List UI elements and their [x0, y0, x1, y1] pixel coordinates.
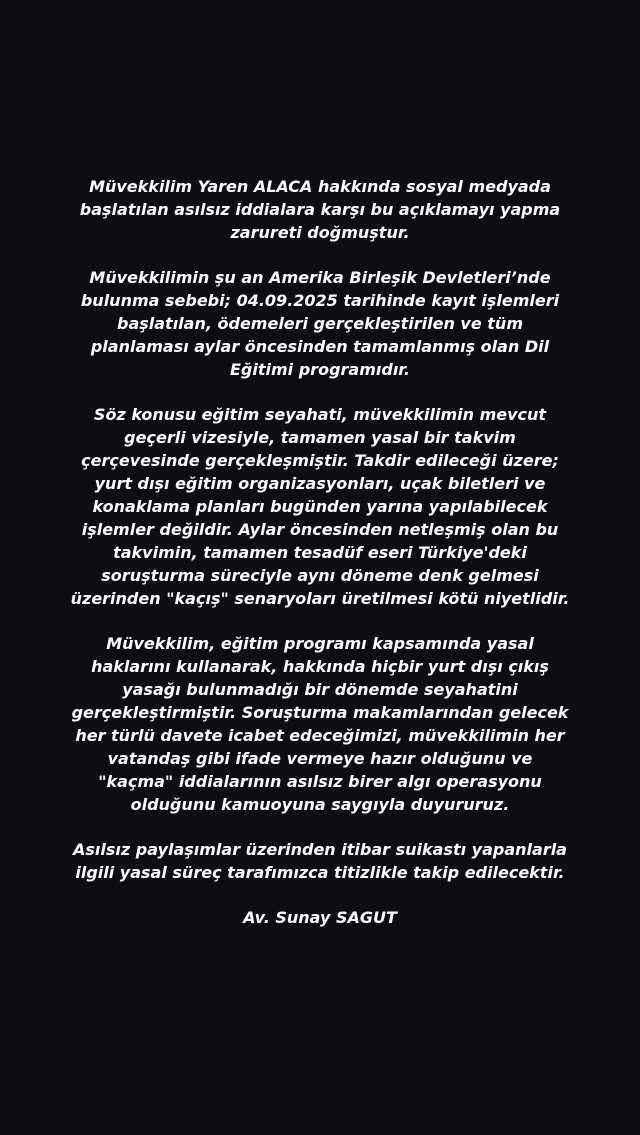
statement-line: ilgili yasal süreç tarafımızca titizlikle takip edilecektir.	[75, 863, 565, 882]
statement-line: yasağı bulunmadığı bir dönemde seyahatini	[122, 680, 518, 699]
statement-line: Müvekkilim, eğitim programı kapsamında yasal	[106, 634, 534, 653]
statement-line: olduğunu kamuoyuna saygıyla duyururuz.	[130, 795, 510, 814]
statement-line: vatandaş gibi ifade vermeye hazır olduğunu ve	[107, 749, 533, 768]
statement-line: soruşturma süreciyle aynı döneme denk gelmesi	[101, 566, 539, 585]
statement-line: yurt dışı eğitim organizasyonları, uçak biletleri ve	[94, 474, 546, 493]
statement-line: çerçevesinde gerçekleşmiştir. Takdir edileceği üzere;	[81, 451, 559, 470]
statement-line: bulunma sebebi; 04.09.2025 tarihinde kayıt işlemleri	[80, 291, 560, 310]
statement-paragraph-legal	[30, 838, 610, 884]
statement-line: Müvekkilimin şu an Amerika Birleşik Devletleri’nde	[89, 268, 551, 287]
statement-line: zarureti doğmuştur.	[230, 223, 410, 242]
statement-line: konaklama planları bugünden yarına yapılabilecek	[92, 497, 548, 516]
statement-paragraph-intro	[30, 175, 610, 244]
statement-line: gerçekleştirmiştir. Soruşturma makamlarından gelecek	[71, 703, 569, 722]
statement-line: "kaçma" iddialarının asılsız birer algı operasyonu	[98, 772, 542, 791]
statement-line: başlatılan, ödemeleri gerçekleştirilen ve tüm	[116, 314, 523, 333]
statement-line: haklarını kullanarak, hakkında hiçbir yurt dışı çıkış	[91, 657, 549, 676]
statement-line: geçerli vizesiyle, tamamen yasal bir takvim	[124, 428, 516, 447]
statement-line: Asılsız paylaşımlar üzerinden itibar suikastı yapanlarla	[73, 840, 567, 859]
statement-line: işlemler değildir. Aylar öncesinden netleşmiş olan bu	[81, 520, 559, 539]
statement-line: başlatılan asılsız iddialara karşı bu açıklamayı yapma	[79, 200, 561, 219]
statement-line: planlaması aylar öncesinden tamamlanmış olan Dil	[90, 337, 550, 356]
press-statement	[30, 175, 610, 929]
statement-line: Müvekkilim Yaren ALACA hakkında sosyal medyada	[89, 177, 551, 196]
signature	[30, 906, 610, 929]
statement-line: üzerinden "kaçış" senaryoları üretilmesi kötü niyetlidir.	[70, 589, 570, 608]
statement-line: Söz konusu eğitim seyahati, müvekkilimin mevcut	[93, 405, 547, 424]
statement-line: takvimin, tamamen tesadüf eseri Türkiye'deki	[113, 543, 527, 562]
signature-text: Av. Sunay SAGUT	[243, 908, 397, 927]
statement-paragraph-reason	[30, 266, 610, 381]
statement-paragraph-travel	[30, 403, 610, 610]
statement-line: her türlü davete icabet edeceğimizi, müvekkilimin her	[75, 726, 565, 745]
statement-paragraph-rights	[30, 632, 610, 816]
statement-line: Eğitimi programıdır.	[230, 360, 410, 379]
